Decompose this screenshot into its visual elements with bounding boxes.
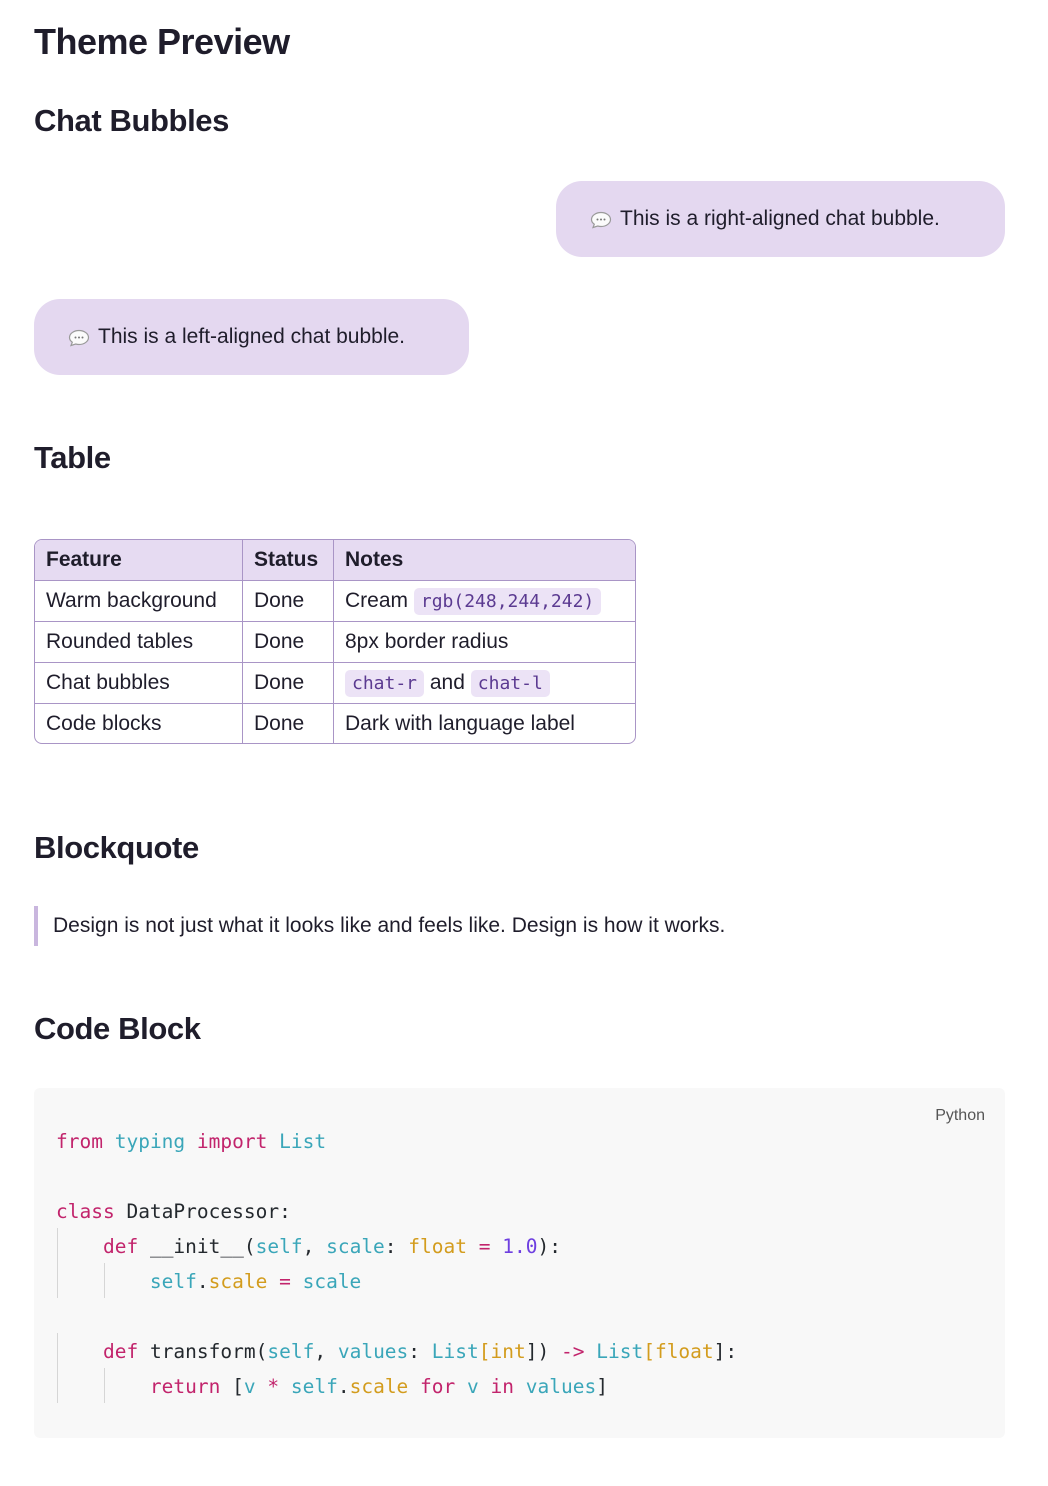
inline-code: chat-l	[471, 670, 550, 697]
table-cell: 8px border radius	[334, 622, 636, 663]
section-heading-blockquote: Blockquote	[34, 830, 199, 865]
table-row	[35, 704, 635, 745]
notes-text: and	[429, 671, 465, 694]
table-cell: Done	[243, 622, 334, 663]
table-cell: Rounded tables	[35, 622, 243, 663]
speech-bubble-icon	[590, 211, 612, 229]
table-header-cell: Notes	[334, 540, 636, 581]
code-content: from typing import List class DataProcessor: def __init__(self, scale: float = 1.0): self.scale = scale def transform(self, values: List[int]) -> List[float]: return [v * self.scale for v in values]	[56, 1130, 738, 1398]
table-cell: Done	[243, 663, 334, 704]
chat-bubble-left-text: This is a left-aligned chat bubble.	[98, 325, 406, 348]
table-cell: Code blocks	[35, 704, 243, 745]
code-language-label: Python	[935, 1107, 985, 1124]
table-cell: Warm background	[35, 581, 243, 622]
section-heading-chat: Chat Bubbles	[34, 103, 229, 138]
table-cell: Done	[243, 704, 334, 745]
code-block	[34, 1088, 1005, 1438]
table-header-row	[35, 540, 635, 581]
chat-bubble-left	[34, 299, 469, 375]
table-cell: Dark with language label	[345, 712, 575, 735]
table-row	[35, 663, 635, 704]
chat-bubble-right-text: This is a right-aligned chat bubble.	[620, 207, 940, 230]
section-heading-code: Code Block	[34, 1011, 201, 1046]
chat-bubble-right	[556, 181, 1005, 257]
table-header-cell: Status	[243, 540, 334, 581]
table-row	[35, 581, 635, 622]
inline-code: rgb(248,244,242)	[414, 588, 601, 615]
notes-text: Cream	[345, 589, 409, 612]
blockquote: Design is not just what it looks like and feels like. Design is how it works.	[34, 906, 725, 946]
feature-table	[34, 539, 636, 744]
table-header-cell: Feature	[35, 540, 243, 581]
table-cell: Done	[243, 581, 334, 622]
table-cell	[334, 581, 636, 622]
inline-code: chat-r	[345, 670, 424, 697]
table-cell: Chat bubbles	[35, 663, 243, 704]
table-cell	[334, 663, 636, 704]
speech-bubble-icon	[68, 329, 90, 347]
section-heading-table: Table	[34, 440, 111, 475]
table-row	[35, 622, 635, 663]
page-title: Theme Preview	[34, 21, 290, 62]
